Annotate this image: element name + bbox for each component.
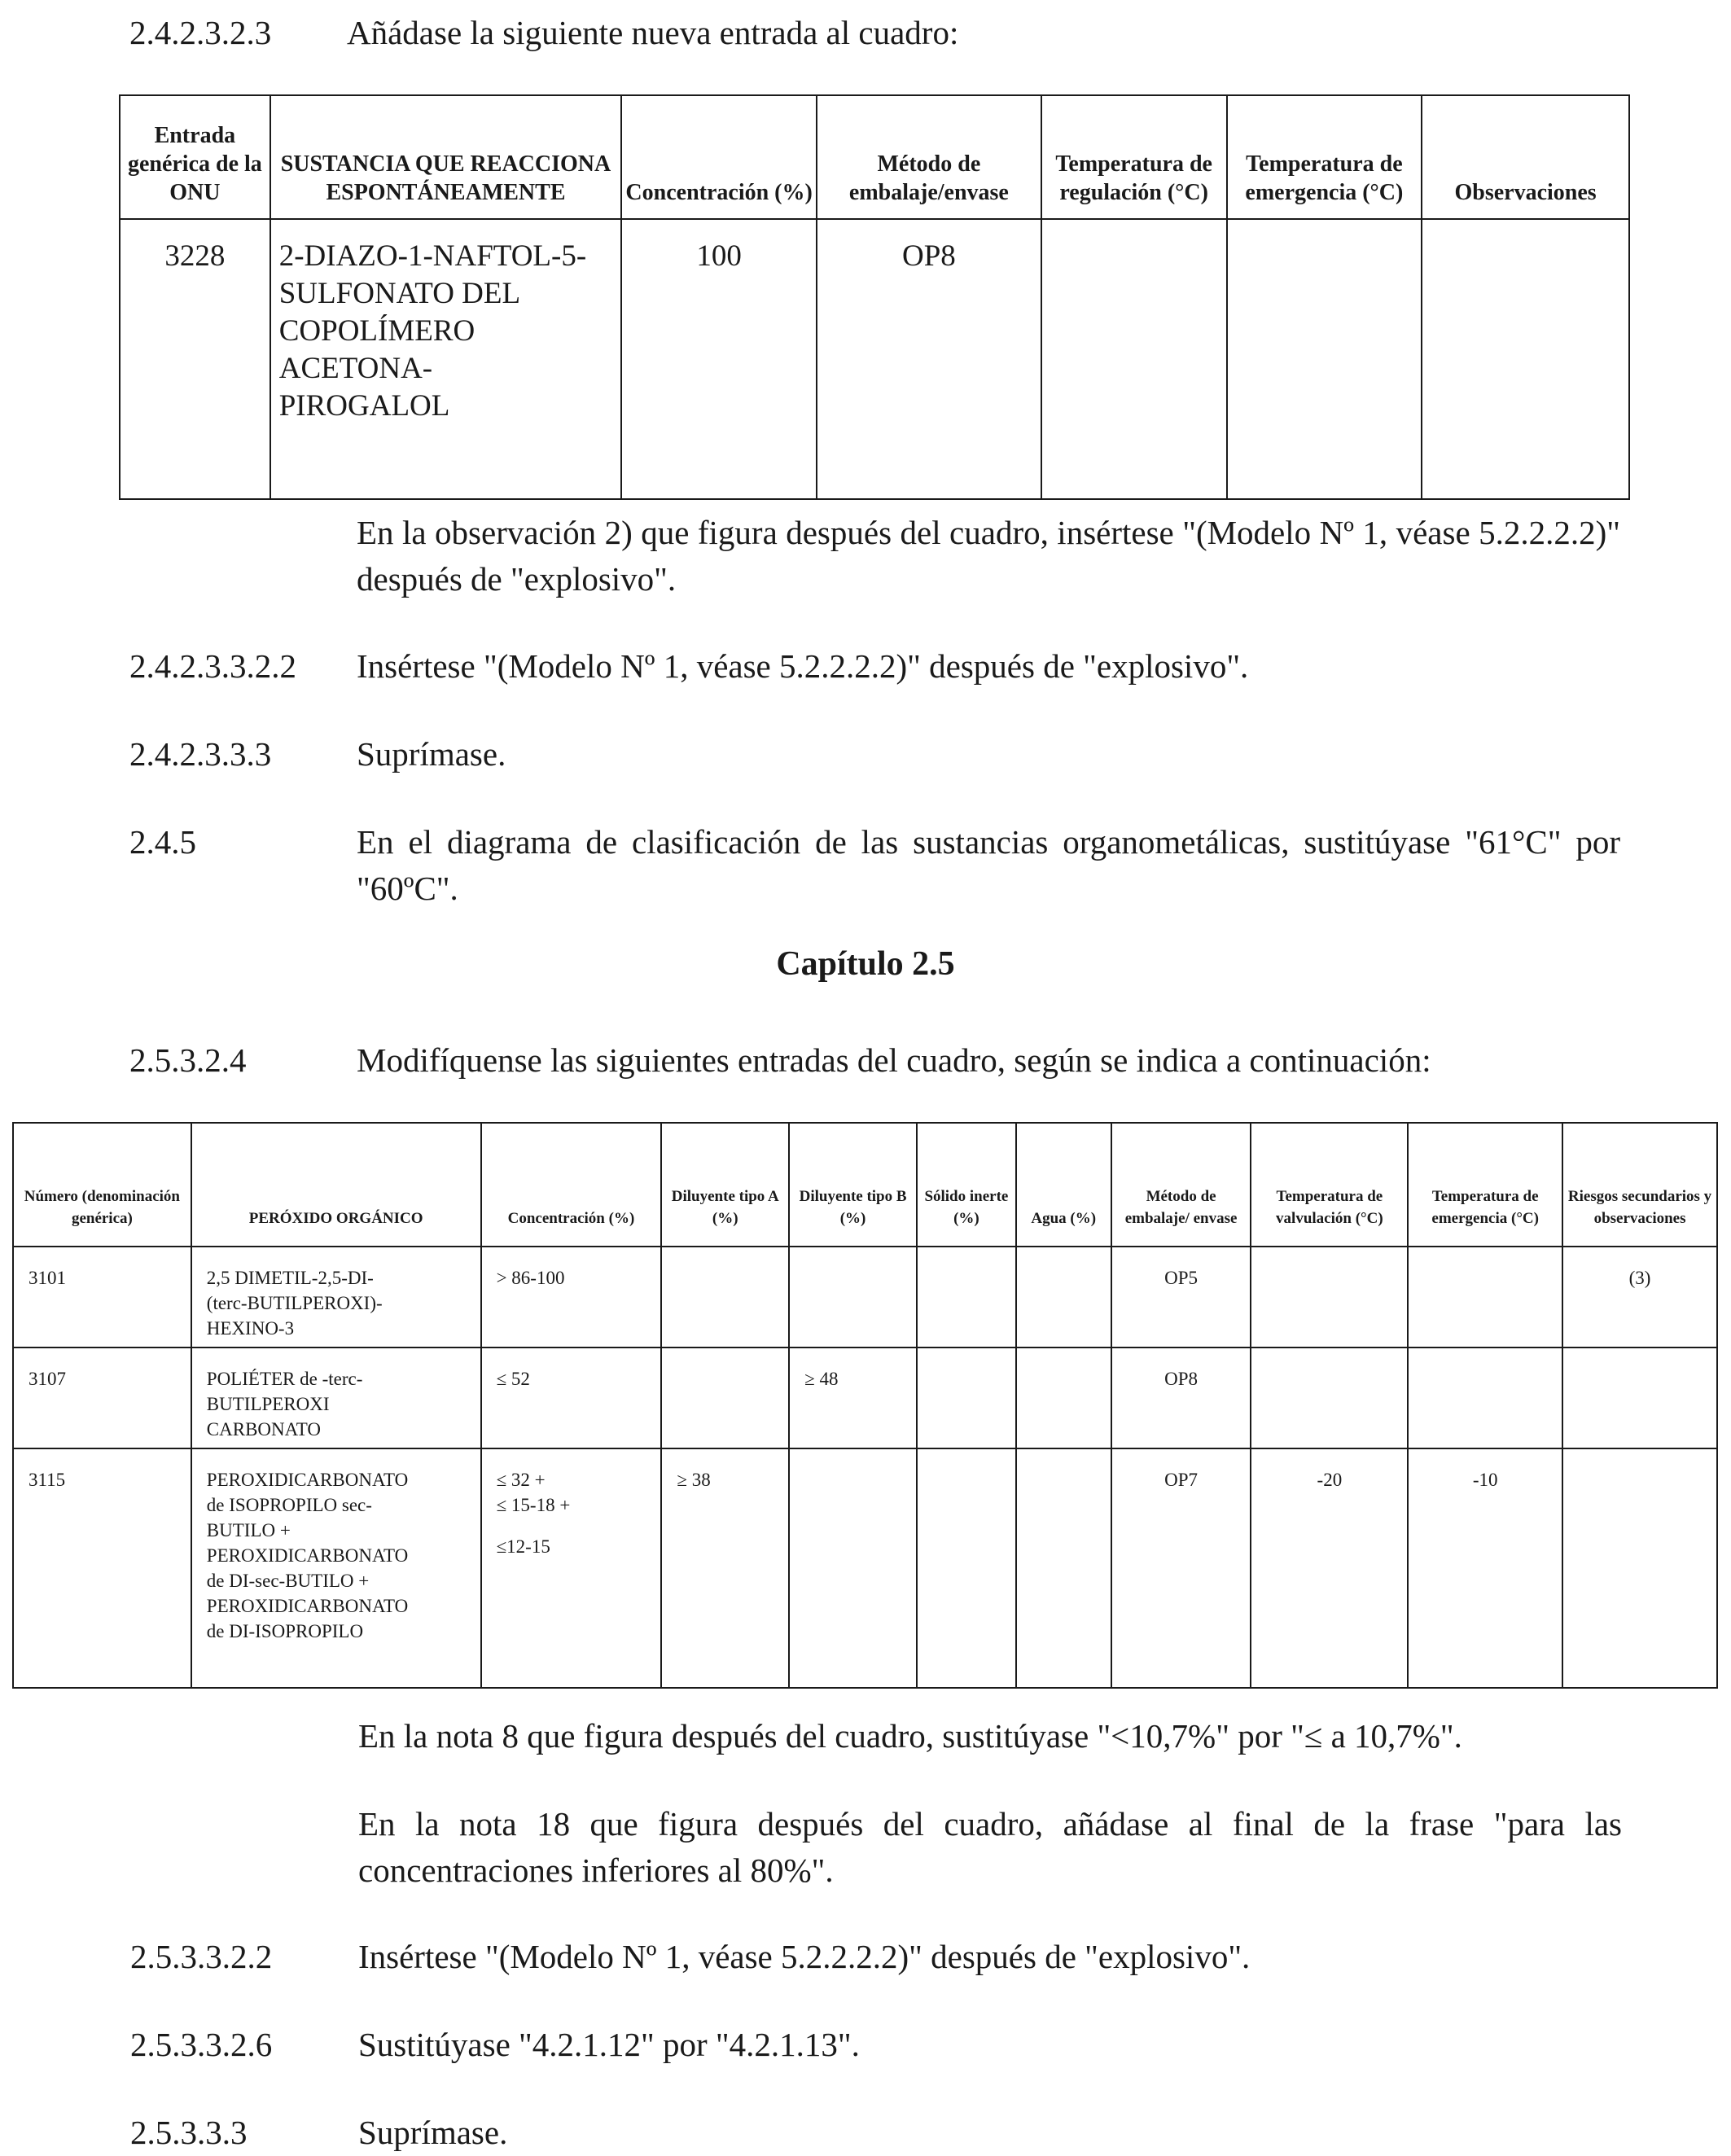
organic-peroxides-table (12, 1122, 1718, 1689)
table-cell-observaciones (1422, 219, 1629, 499)
cell-line: PEROXIDICARBONATO (206, 1470, 409, 1490)
section-number: 2.5.3.3.3 (130, 2114, 248, 2151)
section-number: 2.4.5 (129, 823, 196, 861)
table-cell-solido (917, 1348, 1016, 1448)
cell-line: ≤ 32 + (496, 1470, 546, 1490)
table-cell-t-emergencia: -10 (1408, 1448, 1562, 1688)
column-header: Concentración (%) (481, 1123, 662, 1247)
table-cell-riesgos (1562, 1448, 1717, 1688)
table-row (120, 219, 1629, 499)
table-cell-numero: 3101 (13, 1247, 191, 1348)
table-cell-concentracion (481, 1448, 662, 1688)
cell-line: ≤ 15-18 + (496, 1495, 571, 1515)
column-header: Temperatura de regulación (°C) (1041, 95, 1227, 219)
cell-line: 2-DIAZO-1-NAFTOL-5- (278, 239, 587, 273)
table-cell-diluyente-a (661, 1247, 789, 1348)
table-cell-entrada: 3228 (120, 219, 270, 499)
section-text: Insértese "(Modelo Nº 1, véase 5.2.2.2.2)" después de "explosivo". (358, 1938, 1251, 1975)
cell-line: ≤12-15 (496, 1536, 550, 1557)
table-row (13, 1448, 1717, 1688)
cell-line: de ISOPROPILO sec- (206, 1495, 372, 1515)
table-cell-agua (1016, 1348, 1111, 1448)
table-cell-metodo: OP5 (1111, 1247, 1251, 1348)
chapter-heading: Capítulo 2.5 (776, 945, 955, 983)
section-text: Insértese "(Modelo Nº 1, véase 5.2.2.2.2)" después de "explosivo". (357, 647, 1249, 685)
section-text: Sustitúyase "4.2.1.12" por "4.2.1.13". (358, 2026, 860, 2063)
self-reactive-substances-table (119, 94, 1630, 500)
paragraph: En la nota 8 que figura después del cuadro, sustitúyase "<10,7%" por "≤ a 10,7%". (358, 1717, 1462, 1755)
section-number: 2.4.2.3.3.3 (129, 735, 272, 773)
table-cell-riesgos: (3) (1562, 1247, 1717, 1348)
section-text: Añádase la siguiente nueva entrada al cuadro: (347, 14, 959, 51)
section-number: 2.5.3.3.2.6 (130, 2026, 273, 2063)
paragraph: En la nota 18 que figura después del cuadro, añádase al final de la frase "para las concentraciones inferiores al 80%". (358, 1805, 1622, 1889)
table-cell-t-emergencia (1227, 219, 1422, 499)
cell-line: COPOLÍMERO (278, 314, 475, 348)
cell-line: PIROGALOL (278, 389, 450, 423)
cell-line: de DI-ISOPROPILO (206, 1621, 364, 1641)
section-number: 2.4.2.3.2.3 (129, 14, 272, 51)
table-cell-peroxido (191, 1348, 481, 1448)
column-header: Riesgos secundarios y observaciones (1562, 1123, 1717, 1247)
table-cell-metodo: OP8 (1111, 1348, 1251, 1448)
cell-line: ACETONA- (278, 352, 433, 385)
table-cell-peroxido (191, 1247, 481, 1348)
cell-line: 2,5 DIMETIL-2,5-DI- (206, 1268, 374, 1288)
cell-line: PEROXIDICARBONATO (206, 1596, 409, 1616)
column-header: Número (denominación genérica) (13, 1123, 191, 1247)
cell-line: SULFONATO DEL (278, 277, 521, 310)
column-header: Temperatura de emergencia (°C) (1408, 1123, 1562, 1247)
table-cell-sustancia (270, 219, 622, 499)
column-header: Diluyente tipo B (%) (789, 1123, 917, 1247)
table-cell-t-valvulacion (1251, 1247, 1408, 1348)
cell-line: > 86-100 (496, 1268, 565, 1288)
table-cell-diluyente-b (789, 1448, 917, 1688)
paragraph: En la observación 2) que figura después del cuadro, insértese "(Modelo Nº 1, véase 5.2.2.2.2)" después de "explosivo". (357, 514, 1620, 598)
cell-line: PEROXIDICARBONATO (206, 1545, 409, 1566)
section-text: En el diagrama de clasificación de las sustancias organometálicas, sustitúyase "61°C" por "60ºC". (357, 823, 1620, 907)
cell-line: CARBONATO (206, 1419, 321, 1440)
cell-line: HEXINO-3 (206, 1318, 295, 1339)
cell-line: POLIÉTER de -terc- (206, 1369, 363, 1389)
section-text: Suprímase. (358, 2114, 508, 2151)
table-cell-peroxido (191, 1448, 481, 1688)
column-header: Diluyente tipo A (%) (661, 1123, 789, 1247)
section-text: Suprímase. (357, 735, 506, 773)
table-row (13, 1247, 1717, 1348)
table-cell-numero: 3115 (13, 1448, 191, 1688)
column-header: Temperatura de valvulación (°C) (1251, 1123, 1408, 1247)
table-cell-agua (1016, 1247, 1111, 1348)
cell-line: de DI-sec-BUTILO + (206, 1571, 370, 1591)
table-cell-riesgos (1562, 1348, 1717, 1448)
column-header: PERÓXIDO ORGÁNICO (191, 1123, 481, 1247)
table-cell-t-valvulacion: -20 (1251, 1448, 1408, 1688)
column-header: Sólido inerte (%) (917, 1123, 1016, 1247)
table-cell-t-valvulacion (1251, 1348, 1408, 1448)
cell-line: BUTILPEROXI (206, 1394, 330, 1414)
table-cell-concentracion (481, 1247, 662, 1348)
table-cell-diluyente-a (661, 1348, 789, 1448)
table-cell-diluyente-b (789, 1247, 917, 1348)
cell-line: (terc-BUTILPEROXI)- (206, 1293, 383, 1313)
table-cell-diluyente-a: ≥ 38 (661, 1448, 789, 1688)
column-header: Concentración (%) (621, 95, 817, 219)
table-cell-metodo: OP7 (1111, 1448, 1251, 1688)
table-cell-t-emergencia (1408, 1247, 1562, 1348)
table-cell-concentracion: 100 (621, 219, 817, 499)
table-cell-agua (1016, 1448, 1111, 1688)
column-header: Método de embalaje/envase (817, 95, 1041, 219)
table-cell-solido (917, 1448, 1016, 1688)
cell-line: ≤ 52 (496, 1369, 530, 1389)
section-text: Modifíquense las siguientes entradas del cuadro, según se indica a continuación: (357, 1041, 1431, 1079)
table-cell-metodo: OP8 (817, 219, 1041, 499)
column-header: SUSTANCIA QUE REACCIONA ESPONTÁNEAMENTE (270, 95, 622, 219)
section-number: 2.5.3.3.2.2 (130, 1938, 273, 1975)
table-cell-t-regulacion (1041, 219, 1227, 499)
cell-line: BUTILO + (206, 1520, 291, 1540)
table-cell-solido (917, 1247, 1016, 1348)
table-cell-numero: 3107 (13, 1348, 191, 1448)
section-number: 2.4.2.3.3.2.2 (129, 647, 296, 685)
table-header-row (13, 1123, 1717, 1247)
column-header: Entrada genérica de la ONU (120, 95, 270, 219)
table-cell-concentracion (481, 1348, 662, 1448)
table-cell-t-emergencia (1408, 1348, 1562, 1448)
column-header: Método de embalaje/ envase (1111, 1123, 1251, 1247)
table-cell-diluyente-b: ≥ 48 (789, 1348, 917, 1448)
table-row (13, 1348, 1717, 1448)
table-header-row (120, 95, 1629, 219)
column-header: Temperatura de emergencia (°C) (1227, 95, 1422, 219)
column-header: Agua (%) (1016, 1123, 1111, 1247)
section-number: 2.5.3.2.4 (129, 1041, 247, 1079)
column-header: Observaciones (1422, 95, 1629, 219)
